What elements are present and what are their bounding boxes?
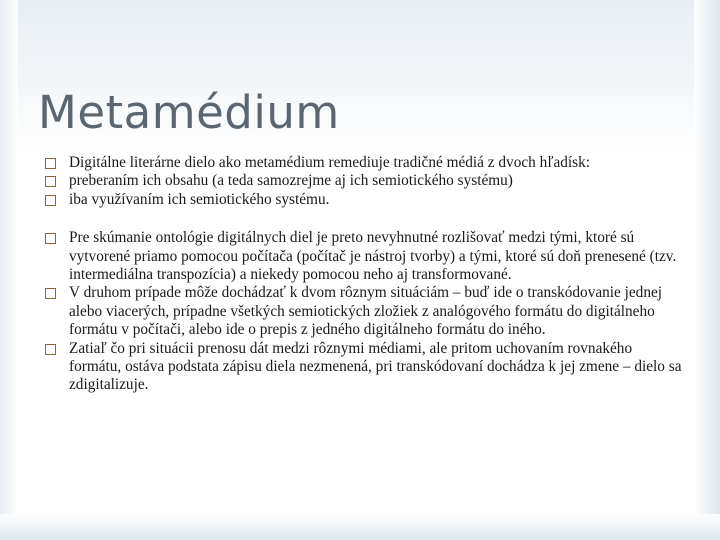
bullet-list-remediation (44, 154, 684, 209)
square-bullet-icon (45, 158, 56, 169)
list-spacer (44, 209, 684, 229)
bullet-text: iba využívaním ich semiotického systému. (69, 190, 330, 208)
square-bullet-icon (45, 176, 56, 187)
bullet-text: Pre skúmanie ontológie digitálnych diel je preto nevyhnutné rozlišovať medzi tými, ktoré sú vytvorené priamo pomocou počítača (počítač je nástroj tvorby) a tými, ktoré sú doň prenesené (tzv. intermediálna transpozícia) a niekedy pomocou neho aj transformované. (69, 229, 677, 284)
bullet-item (44, 191, 684, 209)
bullet-list-ontology (44, 229, 684, 395)
slide-right-border (694, 0, 720, 540)
square-bullet-icon (45, 195, 56, 206)
slide-content (44, 154, 684, 395)
square-bullet-icon (45, 344, 56, 355)
bullet-item (44, 229, 684, 284)
slide-bottom-border (0, 514, 720, 540)
square-bullet-icon (45, 233, 56, 244)
bullet-item (44, 154, 684, 172)
bullet-item (44, 340, 684, 395)
square-bullet-icon (45, 288, 56, 299)
bullet-text: V druhom prípade môže dochádzať k dvom rôznym situáciám – buď ide o transkódovanie jednej alebo viacerých, prípadne všetkých semiotických zložiek z analógového formátu do digitálneho formátu v počítači, alebo ide o prepis z jedného digitálneho formátu do iného. (69, 284, 663, 339)
bullet-text: Digitálne literárne dielo ako metamédium remediuje tradičné médiá z dvoch hľadísk: (69, 154, 591, 171)
slide-title: Metamédium (38, 86, 340, 139)
bullet-item (44, 172, 684, 190)
bullet-item (44, 284, 684, 339)
bullet-text: Zatiaľ čo pri situácii prenosu dát medzi rôznymi médiami, ale pritom uchovaním rovnakého formátu, ostáva podstata zápisu diela nezmenená, pri transkódovaní dochádza k jej zmene – dielo sa zdigitalizuje. (69, 339, 682, 394)
slide-left-border (0, 0, 18, 540)
bullet-text: preberaním ich obsahu (a teda samozrejme aj ich semiotického systému) (69, 172, 513, 190)
